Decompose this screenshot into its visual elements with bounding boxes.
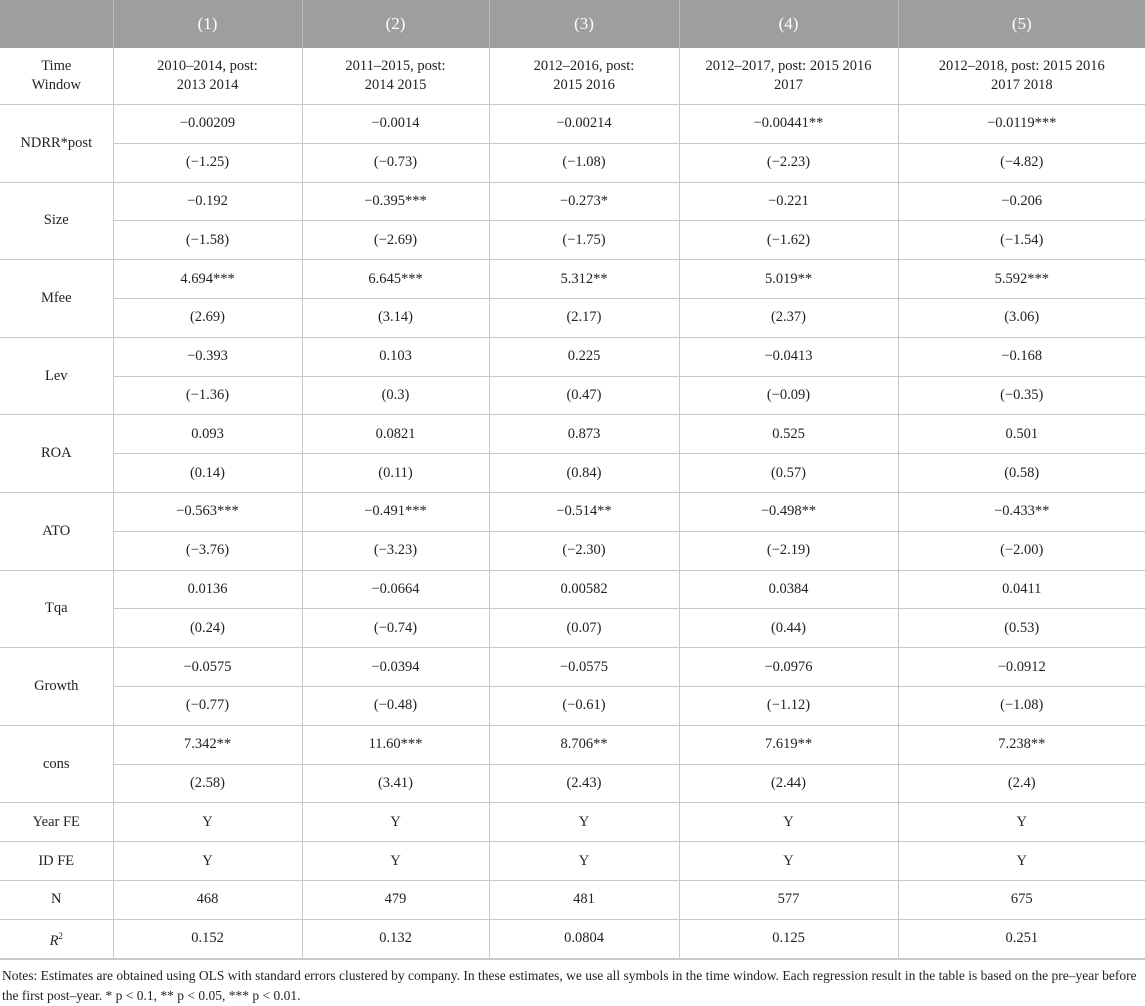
coef-cell: −0.0912 xyxy=(898,648,1145,687)
r2-label-base: R xyxy=(49,932,59,949)
tstat-cell: (−0.74) xyxy=(302,609,489,648)
time-window-line: 2012–2016, post: xyxy=(533,58,635,74)
r2-label-sup: 2 xyxy=(58,930,63,941)
footer-label: Year FE xyxy=(0,803,113,842)
r2-label xyxy=(0,919,113,958)
tstat-row xyxy=(0,531,1145,570)
coef-row xyxy=(0,260,1145,299)
tstat-cell: (−1.12) xyxy=(679,686,898,725)
coef-cell: 0.0411 xyxy=(898,570,1145,609)
r2-cell: 0.152 xyxy=(113,919,302,958)
coef-cell: −0.393 xyxy=(113,337,302,376)
header-cell: (1) xyxy=(113,0,302,48)
coef-cell: −0.395*** xyxy=(302,182,489,221)
coef-cell: 11.60*** xyxy=(302,725,489,764)
footer-row xyxy=(0,880,1145,919)
coef-cell: −0.498** xyxy=(679,492,898,531)
tstat-cell: (−1.62) xyxy=(679,221,898,260)
r2-cell: 0.0804 xyxy=(489,919,679,958)
coef-cell: −0.433** xyxy=(898,492,1145,531)
r2-cell: 0.125 xyxy=(679,919,898,958)
tstat-cell: (0.57) xyxy=(679,454,898,493)
coef-cell: 0.0821 xyxy=(302,415,489,454)
time-window-line: 2013 2014 xyxy=(176,77,239,93)
tstat-cell: (0.53) xyxy=(898,609,1145,648)
r2-cell: 0.251 xyxy=(898,919,1145,958)
time-window-label-line2: Window xyxy=(31,77,81,93)
tstat-cell: (−0.73) xyxy=(302,143,489,182)
variable-label: ATO xyxy=(0,492,113,570)
variable-label: cons xyxy=(0,725,113,803)
tstat-cell: (−2.69) xyxy=(302,221,489,260)
header-cell: (3) xyxy=(489,0,679,48)
footer-row xyxy=(0,803,1145,842)
tstat-cell: (−1.36) xyxy=(113,376,302,415)
tstat-cell: (−1.58) xyxy=(113,221,302,260)
coef-cell: −0.221 xyxy=(679,182,898,221)
header-cell: (5) xyxy=(898,0,1145,48)
time-window-cell xyxy=(113,48,302,105)
footer-cell: 675 xyxy=(898,880,1145,919)
tstat-cell: (3.14) xyxy=(302,298,489,337)
footer-cell: Y xyxy=(113,803,302,842)
tstat-cell: (0.07) xyxy=(489,609,679,648)
coef-cell: −0.192 xyxy=(113,182,302,221)
table-notes: Notes: Estimates are obtained using OLS with standard errors clustered by company. In these estimates, we use all symbols in the time window. Each regression result in the table is based on the pre–year before the first post–year. * p < 0.1, ** p < 0.05, *** p < 0.01. xyxy=(0,959,1145,1006)
footer-label: ID FE xyxy=(0,842,113,881)
coef-row xyxy=(0,725,1145,764)
tstat-cell: (−1.25) xyxy=(113,143,302,182)
tstat-cell: (−1.08) xyxy=(898,686,1145,725)
tstat-cell: (0.24) xyxy=(113,609,302,648)
time-window-line: 2017 xyxy=(774,77,803,93)
footer-cell: Y xyxy=(113,842,302,881)
tstat-cell: (−1.75) xyxy=(489,221,679,260)
footer-cell: Y xyxy=(898,803,1145,842)
variable-label: ROA xyxy=(0,415,113,493)
coef-row xyxy=(0,337,1145,376)
coef-cell: 7.619** xyxy=(679,725,898,764)
coef-cell: −0.0575 xyxy=(489,648,679,687)
coef-cell: −0.0119*** xyxy=(898,105,1145,144)
coef-cell: 0.873 xyxy=(489,415,679,454)
coef-cell: 0.501 xyxy=(898,415,1145,454)
tstat-cell: (0.44) xyxy=(679,609,898,648)
tstat-cell: (0.84) xyxy=(489,454,679,493)
tstat-cell: (2.4) xyxy=(898,764,1145,803)
time-window-line: 2012–2018, post: 2015 2016 xyxy=(938,58,1105,74)
time-window-line: 2017 2018 xyxy=(990,77,1053,93)
tstat-cell: (−1.08) xyxy=(489,143,679,182)
variable-label: Tqa xyxy=(0,570,113,648)
coef-cell: −0.0664 xyxy=(302,570,489,609)
coef-cell: −0.563*** xyxy=(113,492,302,531)
tstat-row xyxy=(0,609,1145,648)
time-window-line: 2011–2015, post: xyxy=(345,58,446,74)
time-window-line: 2010–2014, post: xyxy=(157,58,258,74)
coef-cell: −0.00214 xyxy=(489,105,679,144)
coef-cell: 4.694*** xyxy=(113,260,302,299)
coef-cell: −0.168 xyxy=(898,337,1145,376)
variable-label: Size xyxy=(0,182,113,260)
coef-cell: 5.019** xyxy=(679,260,898,299)
footer-cell: 479 xyxy=(302,880,489,919)
time-window-line: 2012–2017, post: 2015 2016 xyxy=(705,58,872,74)
footer-cell: Y xyxy=(898,842,1145,881)
footer-cell: Y xyxy=(679,842,898,881)
tstat-cell: (−2.23) xyxy=(679,143,898,182)
tstat-cell: (−3.76) xyxy=(113,531,302,570)
tstat-cell: (−1.54) xyxy=(898,221,1145,260)
time-window-cell xyxy=(302,48,489,105)
footer-label: N xyxy=(0,880,113,919)
coef-cell: −0.273* xyxy=(489,182,679,221)
tstat-cell: (−0.09) xyxy=(679,376,898,415)
time-window-line: 2015 2016 xyxy=(553,77,615,93)
time-window-line: 2014 2015 xyxy=(364,77,427,93)
coef-row xyxy=(0,105,1145,144)
footer-cell: Y xyxy=(489,803,679,842)
tstat-cell: (2.43) xyxy=(489,764,679,803)
tstat-cell: (2.69) xyxy=(113,298,302,337)
r2-row xyxy=(0,919,1145,958)
r2-cell: 0.132 xyxy=(302,919,489,958)
footer-cell: Y xyxy=(302,803,489,842)
footer-cell: Y xyxy=(302,842,489,881)
coef-row xyxy=(0,648,1145,687)
coef-cell: 7.342** xyxy=(113,725,302,764)
coef-cell: −0.00209 xyxy=(113,105,302,144)
header-cell xyxy=(0,0,113,48)
header-cell: (4) xyxy=(679,0,898,48)
variable-label: Mfee xyxy=(0,260,113,338)
variable-label: Lev xyxy=(0,337,113,415)
header-cell: (2) xyxy=(302,0,489,48)
coef-cell: 0.103 xyxy=(302,337,489,376)
coef-cell: 5.592*** xyxy=(898,260,1145,299)
tstat-row xyxy=(0,454,1145,493)
tstat-cell: (0.58) xyxy=(898,454,1145,493)
coef-cell: −0.0976 xyxy=(679,648,898,687)
coef-cell: 8.706** xyxy=(489,725,679,764)
footer-row xyxy=(0,842,1145,881)
time-window-cell xyxy=(489,48,679,105)
time-window-label-line1: Time xyxy=(41,58,72,74)
footer-cell: Y xyxy=(489,842,679,881)
tstat-row xyxy=(0,376,1145,415)
variables-body xyxy=(0,105,1145,803)
tstat-cell: (−4.82) xyxy=(898,143,1145,182)
coef-cell: 7.238** xyxy=(898,725,1145,764)
tstat-row xyxy=(0,686,1145,725)
time-window-row xyxy=(0,48,1145,105)
tstat-cell: (−0.61) xyxy=(489,686,679,725)
footer-body xyxy=(0,803,1145,958)
footer-cell: 481 xyxy=(489,880,679,919)
coef-cell: 0.00582 xyxy=(489,570,679,609)
tstat-cell: (2.58) xyxy=(113,764,302,803)
tstat-cell: (−2.19) xyxy=(679,531,898,570)
tstat-cell: (−0.77) xyxy=(113,686,302,725)
header-row xyxy=(0,0,1145,48)
row-label xyxy=(0,48,113,105)
coef-row xyxy=(0,570,1145,609)
coef-row xyxy=(0,415,1145,454)
variable-label: NDRR*post xyxy=(0,105,113,183)
tstat-cell: (0.14) xyxy=(113,454,302,493)
time-window-cell xyxy=(679,48,898,105)
tstat-row xyxy=(0,298,1145,337)
tstat-cell: (3.06) xyxy=(898,298,1145,337)
coef-cell: 0.225 xyxy=(489,337,679,376)
coef-cell: −0.0394 xyxy=(302,648,489,687)
coef-cell: −0.0014 xyxy=(302,105,489,144)
tstat-cell: (3.41) xyxy=(302,764,489,803)
coef-cell: 0.0136 xyxy=(113,570,302,609)
coef-cell: −0.491*** xyxy=(302,492,489,531)
tstat-cell: (2.44) xyxy=(679,764,898,803)
footer-cell: 577 xyxy=(679,880,898,919)
coef-row xyxy=(0,182,1145,221)
tstat-cell: (0.11) xyxy=(302,454,489,493)
coef-row xyxy=(0,492,1145,531)
tstat-cell: (2.37) xyxy=(679,298,898,337)
tstat-cell: (0.47) xyxy=(489,376,679,415)
tstat-row xyxy=(0,764,1145,803)
tstat-cell: (−2.00) xyxy=(898,531,1145,570)
tstat-cell: (−2.30) xyxy=(489,531,679,570)
variable-label: Growth xyxy=(0,648,113,726)
footer-cell: 468 xyxy=(113,880,302,919)
tstat-cell: (0.3) xyxy=(302,376,489,415)
time-window-cell xyxy=(898,48,1145,105)
tstat-cell: (−0.35) xyxy=(898,376,1145,415)
coef-cell: −0.206 xyxy=(898,182,1145,221)
coef-cell: −0.00441** xyxy=(679,105,898,144)
coef-cell: −0.514** xyxy=(489,492,679,531)
coef-cell: 0.0384 xyxy=(679,570,898,609)
coef-cell: 6.645*** xyxy=(302,260,489,299)
tstat-cell: (−3.23) xyxy=(302,531,489,570)
coef-cell: 0.093 xyxy=(113,415,302,454)
tstat-row xyxy=(0,221,1145,260)
footer-cell: Y xyxy=(679,803,898,842)
coef-cell: 5.312** xyxy=(489,260,679,299)
tstat-cell: (−0.48) xyxy=(302,686,489,725)
tstat-cell: (2.17) xyxy=(489,298,679,337)
coef-cell: 0.525 xyxy=(679,415,898,454)
coef-cell: −0.0413 xyxy=(679,337,898,376)
coef-cell: −0.0575 xyxy=(113,648,302,687)
tstat-row xyxy=(0,143,1145,182)
